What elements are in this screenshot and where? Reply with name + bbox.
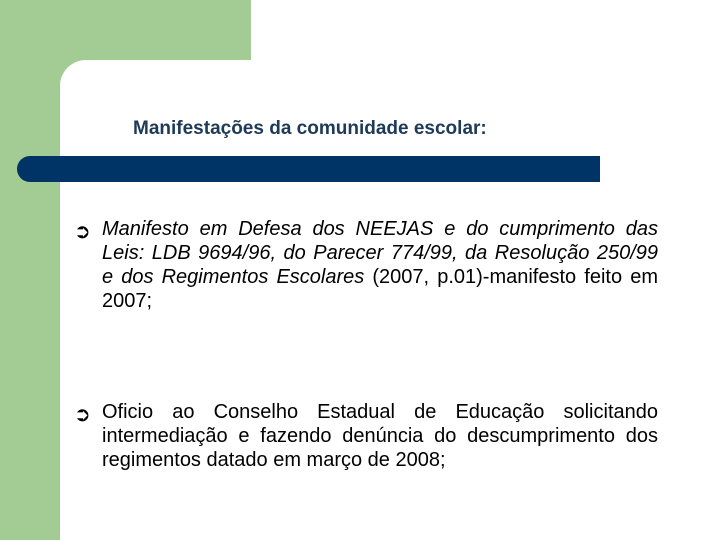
bullet-item-text: Oficio ao Conselho Estadual de Educação solicitando intermediação e fazendo denúncia do descumprimento dos regimentos datado em março de 2008; — [102, 401, 658, 471]
bullet-item — [102, 400, 658, 472]
arrow-bullet-icon: ➲ — [74, 221, 91, 243]
bullet-item-italic-text: Manifesto em Defesa dos NEEJAS e do cumprimento das Leis: LDB 9694/96, do Parecer 774/99, da Resolução 250/99 e dos Regimentos Escolares — [102, 218, 658, 288]
arrow-bullet-icon: ➲ — [74, 404, 91, 426]
slide-title: Manifestações da comunidade escolar: — [133, 118, 487, 139]
title-underline-bar — [17, 156, 600, 182]
bullet-item-text: (2007, p.01)-manifesto feito em 2007; — [102, 266, 658, 312]
bullet-item — [102, 217, 658, 313]
